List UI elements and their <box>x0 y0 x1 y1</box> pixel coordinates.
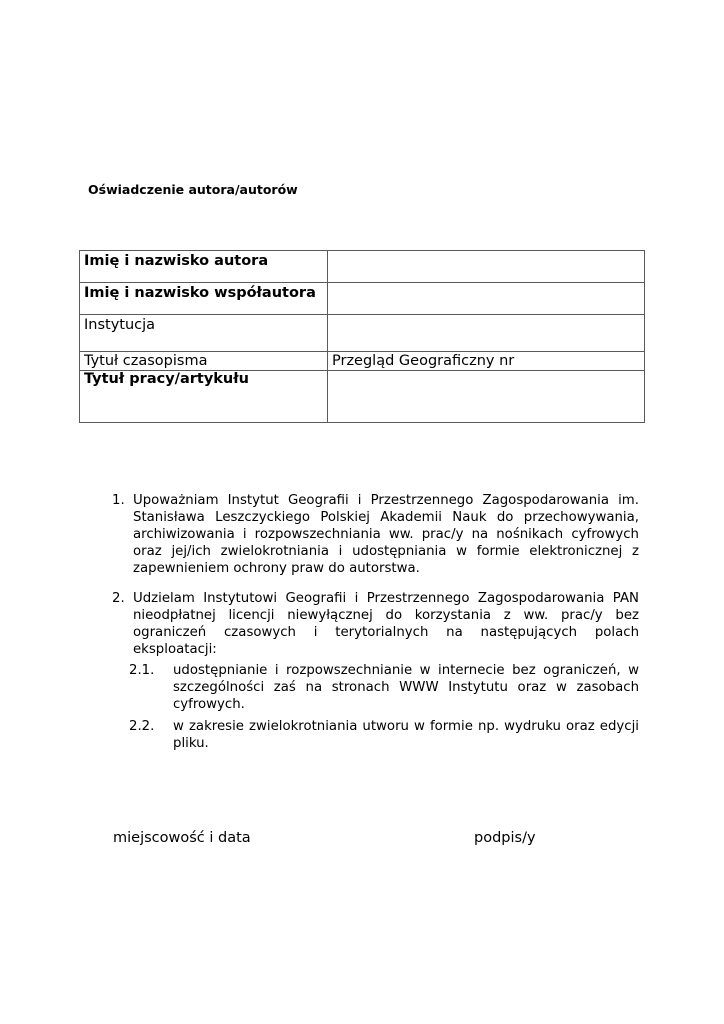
clause-2-1-text: udostępnianie i rozpowszechnianie w internecie bez ograniczeń, w szczególności zaś na stronach WWW Instytutu oraz w zasobach cyfrowych. <box>173 663 639 712</box>
clause-2-1 <box>129 662 639 713</box>
table-row <box>80 283 645 315</box>
clause-2-2-text: w zakresie zwielokrotniania utworu w formie np. wydruku oraz edycji pliku. <box>173 719 639 751</box>
clause-2-1-number: 2.1. <box>129 663 155 678</box>
article-title-label: Tytuł pracy/artykułu <box>80 371 328 423</box>
institution-label: Instytucja <box>80 315 328 352</box>
clause-1-text: Upoważniam Instytut Geografii i Przestrzennego Zagospodarowania im. Stanisława Leszczyckiego Polskiej Akademii Nauk do przechowywania, archiwizowania i rozpowszechniania ww. prac/y na nośnikach cyfrowych oraz jej/ich zwielokrotniania i udostępniania w formie elektronicznej z zapewnieniem ochrony praw do autorstwa. <box>133 493 639 576</box>
clause-1-number: 1. <box>112 493 125 508</box>
article-title-field[interactable] <box>328 371 645 423</box>
clause-1 <box>112 492 639 577</box>
clause-2-number: 2. <box>112 591 125 606</box>
author-info-table <box>79 250 645 423</box>
table-row <box>80 352 645 371</box>
clause-2-2 <box>129 718 639 752</box>
coauthor-name-label: Imię i nazwisko współautora <box>80 283 328 315</box>
place-date-label: miejscowość i data <box>113 830 251 846</box>
document-title: Oświadczenie autora/autorów <box>88 182 298 197</box>
journal-title-label: Tytuł czasopisma <box>80 352 328 371</box>
signature-label: podpis/y <box>474 830 536 846</box>
author-name-field[interactable] <box>328 251 645 283</box>
clause-2-2-number: 2.2. <box>129 719 155 734</box>
coauthor-name-field[interactable] <box>328 283 645 315</box>
table-row <box>80 315 645 352</box>
clause-2-text: Udzielam Instytutowi Geografii i Przestrzennego Zagospodarowania PAN nieodpłatnej licencji niewyłącznej do korzystania z ww. prac/y bez ograniczeń czasowych i terytorialnych na następujących polach eksploatacji: <box>133 591 639 657</box>
institution-field[interactable] <box>328 315 645 352</box>
clause-2 <box>112 590 639 658</box>
table-row <box>80 371 645 423</box>
author-name-label: Imię i nazwisko autora <box>80 251 328 283</box>
journal-title-field[interactable]: Przegląd Geograficzny nr <box>328 352 645 371</box>
table-row <box>80 251 645 283</box>
